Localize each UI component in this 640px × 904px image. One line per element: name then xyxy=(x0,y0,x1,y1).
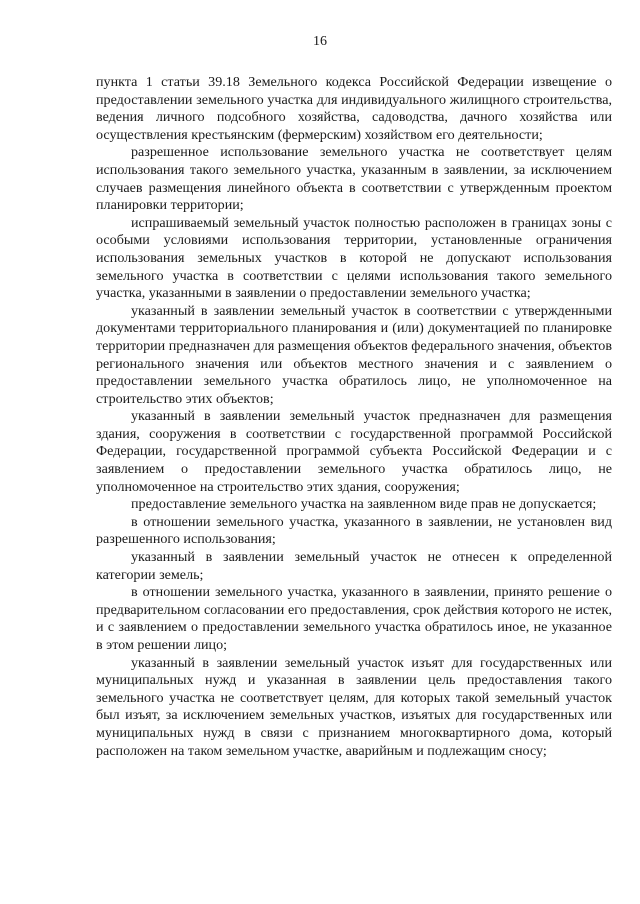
paragraph: указанный в заявлении земельный участок предназначен для размещения здания, сооружения в соответствии с государственной программой Российской Федерации, государственной программой субъекта Российской Федерации и с заявлением о предоставлении земельного участка обратилось лицо, не уполномоченное на строительство этих здания, сооружения; xyxy=(96,408,612,495)
document-body xyxy=(96,74,612,760)
paragraph: разрешенное использование земельного участка не соответствует целям использования такого земельного участка, указанным в заявлении, за исключением случаев размещения линейного объекта в соответствии с утвержденным проектом планировки территории; xyxy=(96,144,612,214)
paragraph: испрашиваемый земельный участок полностью расположен в границах зоны с особыми условиями использования территории, установленные ограничения использования земельных участков в которой не допускают использования земельного участка в соответствии с целями использования такого земельного участка, указанными в заявлении о предоставлении земельного участка; xyxy=(96,214,612,302)
paragraph: предоставление земельного участка на заявленном виде прав не допускается; xyxy=(131,496,597,513)
paragraph: указанный в заявлении земельный участок не отнесен к определенной категории земель; xyxy=(96,549,612,583)
paragraph: в отношении земельного участка, указанного в заявлении, не установлен вид разрешенного использования; xyxy=(96,513,612,548)
paragraph: пункта 1 статьи 39.18 Земельного кодекса Российской Федерации извещение о предоставлении земельного участка для индивидуального жилищного строительства, ведения личного подсобного хозяйства, садоводства, дачного хозяйства или осуществления крестьянским (фермерским) хозяйством его деятельности; xyxy=(96,74,612,143)
page-number: 16 xyxy=(313,34,327,49)
paragraph: указанный в заявлении земельный участок изъят для государственных или муниципальных нужд и указанная в заявлении цель предоставления такого земельного участка не соответствует целям, для которых такой земельный участок был изъят, за исключением земельных участков, изъятых для государственных или муниципальных нужд в связи с признанием многоквартирного дома, который расположен на таком земельном участке, аварийным и подлежащим сносу; xyxy=(96,654,612,759)
paragraph: в отношении земельного участка, указанного в заявлении, принято решение о предварительном согласовании его предоставления, срок действия которого не истек, и с заявлением о предоставлении земельного участка обратилось иное, не указанное в этом решении лицо; xyxy=(96,584,612,653)
paragraph: указанный в заявлении земельный участок в соответствии с утвержденными документами территориального планирования и (или) документацией по планировке территории предназначен для размещения объектов федерального значения, объектов регионального значения или объектов местного значения и с заявлением о предоставлении земельного участка обратилось лицо, не уполномоченное на строительство этих объектов; xyxy=(96,302,612,407)
